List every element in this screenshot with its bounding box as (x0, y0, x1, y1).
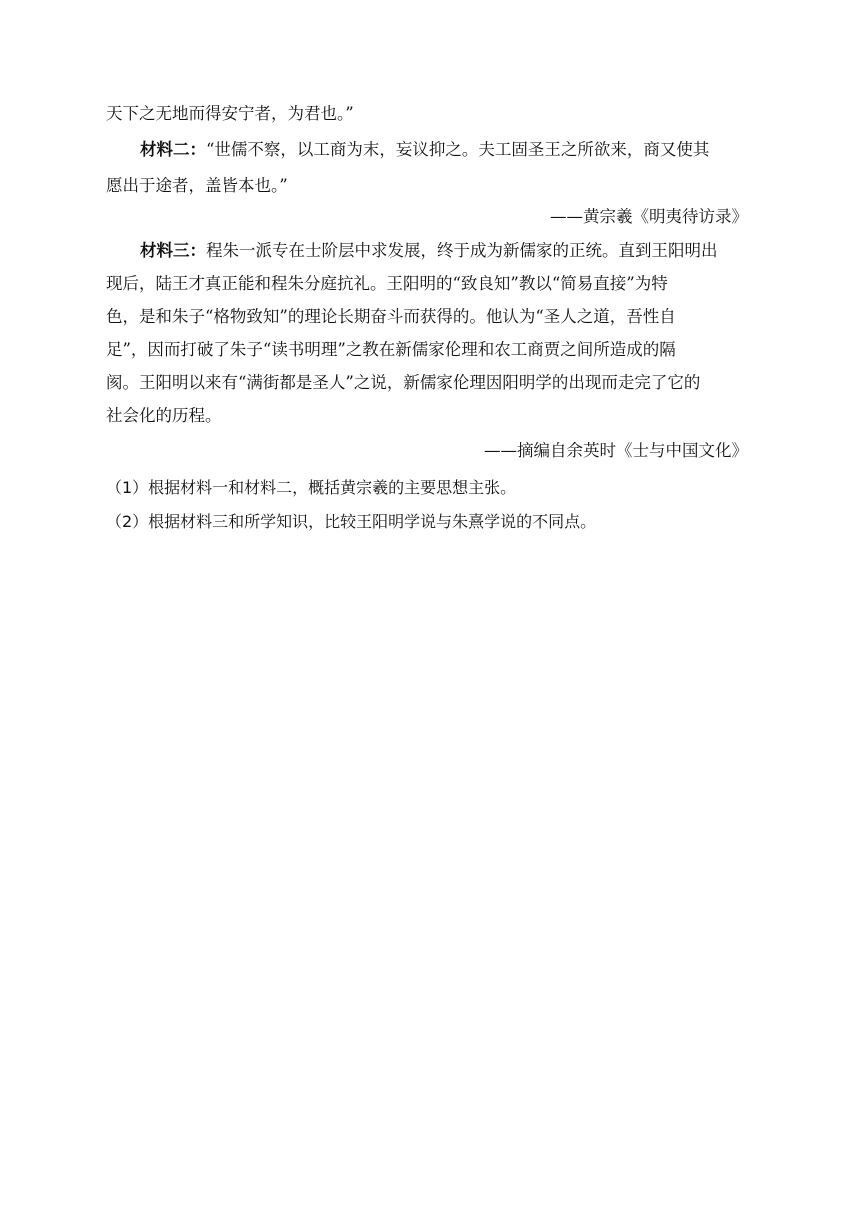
material-three-source: ——摘编自余英时《士与中国文化》 (484, 441, 748, 460)
material-one-tail: 天下之无地而得安宁者，为君也。” (106, 104, 354, 123)
material-three-line-5: 阂。王阳明以来有“满街都是圣人”之说，新儒家伦理因阳明学的出现而走完了它的 (106, 373, 701, 392)
question-2: （2）根据材料三和所学知识，比较王阳明学说与朱熹学说的不同点。 (106, 512, 597, 531)
material-three-line-2: 现后，陆王才真正能和程朱分庭抗礼。王阳明的“致良知”教以“简易直接”为特 (106, 274, 668, 293)
material-two-source: ——黄宗羲《明夷待访录》 (550, 207, 748, 226)
material-three-line-3: 色，是和朱子“格物致知”的理论长期奋斗而获得的。他认为“圣人之道，吾性自 (106, 307, 676, 326)
material-two-line-2: 愿出于途者，盖皆本也。” (106, 176, 288, 195)
material-two-label: 材料二： (140, 140, 206, 159)
material-three-line-6: 社会化的历程。 (106, 406, 222, 425)
material-three-line-1 (140, 240, 748, 262)
material-two-line-1 (140, 139, 748, 161)
material-three-line-4: 足”，因而打破了朱子“读书明理”之教在新儒家伦理和农工商贾之间所造成的隔 (106, 340, 676, 359)
material-three-label: 材料三： (140, 241, 206, 260)
material-two-text-1: “世儒不察，以工商为末，妄议抑之。夫工固圣王之所欲来，商又使其 (206, 140, 710, 159)
question-1: （1）根据材料一和材料二，概括黄宗羲的主要思想主张。 (106, 478, 517, 497)
material-three-text-1: 程朱一派专在士阶层中求发展，终于成为新儒家的正统。直到王阳明出 (206, 241, 718, 260)
